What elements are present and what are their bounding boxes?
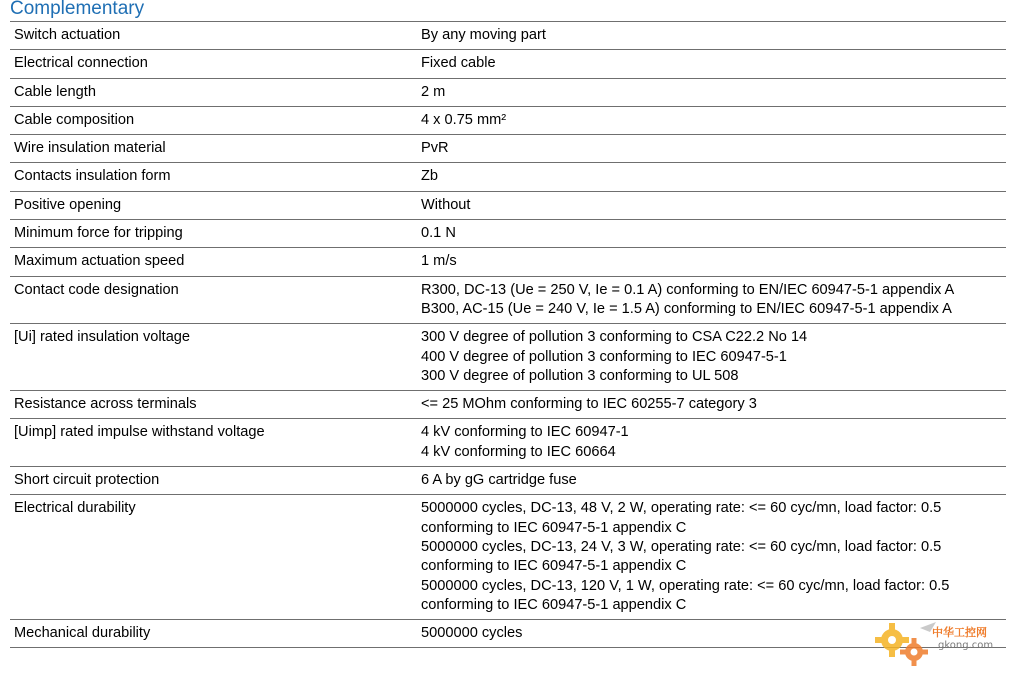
table-row (10, 419, 1006, 467)
gear-logo-icon (870, 618, 940, 670)
spec-value (417, 220, 1006, 248)
spec-label: Cable composition (10, 106, 417, 134)
table-row (10, 191, 1006, 219)
spec-value-line: 300 V degree of pollution 3 conforming to UL 508 (421, 367, 739, 384)
table-row (10, 495, 1006, 620)
spec-value (417, 106, 1006, 134)
spec-value (417, 495, 1006, 620)
table-row (10, 135, 1006, 163)
spec-value (417, 391, 1006, 419)
watermark-text-cn: 中华工控网 (932, 626, 987, 639)
spec-value-line: 1 m/s (421, 253, 457, 270)
spec-value-line: 4 x 0.75 mm² (421, 111, 507, 128)
table-row (10, 620, 1006, 648)
spec-table-body (10, 22, 1006, 648)
spec-value-line: Zb (421, 168, 439, 185)
spec-value-line: 5000000 cycles, DC-13, 48 V, 2 W, operating rate: <= 60 cyc/mn, load factor: 0.5 conforming to IEC 60947-5-1 appendix C (421, 500, 942, 536)
spec-label: [Uimp] rated impulse withstand voltage (10, 419, 417, 467)
spec-value-line: By any moving part (421, 27, 546, 43)
spec-value-line: 300 V degree of pollution 3 conforming to CSA C22.2 No 14 (421, 329, 808, 346)
spec-value (417, 248, 1006, 276)
spec-value (417, 163, 1006, 191)
spec-label: Wire insulation material (10, 135, 417, 163)
table-row (10, 78, 1006, 106)
spec-label: Mechanical durability (10, 620, 417, 648)
table-row (10, 220, 1006, 248)
spec-value (417, 22, 1006, 50)
spec-value-line: Fixed cable (421, 55, 496, 72)
watermark (870, 618, 1010, 670)
spec-value-line: 2 m (421, 83, 446, 100)
spec-label: Positive opening (10, 191, 417, 219)
section-title: Complementary (10, 0, 145, 19)
spec-label: Electrical connection (10, 50, 417, 78)
spec-value-line: 0.1 N (421, 225, 456, 242)
table-row (10, 22, 1006, 50)
table-row (10, 248, 1006, 276)
table-row (10, 391, 1006, 419)
spec-value (417, 324, 1006, 391)
table-row (10, 163, 1006, 191)
spec-label: Electrical durability (10, 495, 417, 620)
spec-value-line: 6 A by gG cartridge fuse (421, 472, 577, 489)
spec-label: Minimum force for tripping (10, 220, 417, 248)
spec-label: Cable length (10, 78, 417, 106)
spec-value-line: 5000000 cycles (421, 625, 523, 642)
spec-value (417, 50, 1006, 78)
watermark-text-en: gkong.com (938, 640, 994, 651)
spec-value (417, 78, 1006, 106)
spec-value-line: 4 kV conforming to IEC 60664 (421, 443, 616, 460)
spec-table (10, 21, 1006, 648)
table-row (10, 276, 1006, 324)
spec-label: Switch actuation (10, 22, 417, 50)
spec-value (417, 135, 1006, 163)
spec-value (417, 191, 1006, 219)
spec-value-line: 4 kV conforming to IEC 60947-1 (421, 424, 629, 441)
spec-label: Maximum actuation speed (10, 248, 417, 276)
spec-value (417, 467, 1006, 495)
spec-value-line: <= 25 MOhm conforming to IEC 60255-7 category 3 (421, 396, 757, 413)
spec-value (417, 276, 1006, 324)
spec-label: [Ui] rated insulation voltage (10, 324, 417, 391)
spec-value-line: R300, DC-13 (Ue = 250 V, Ie = 0.1 A) conforming to EN/IEC 60947-5-1 appendix A (421, 281, 955, 298)
spec-value (417, 419, 1006, 467)
table-row (10, 324, 1006, 391)
spec-value-line: PvR (421, 140, 449, 157)
spec-label: Resistance across terminals (10, 391, 417, 419)
table-row (10, 467, 1006, 495)
spec-value-line: 5000000 cycles, DC-13, 24 V, 3 W, operating rate: <= 60 cyc/mn, load factor: 0.5 conforming to IEC 60947-5-1 appendix C (421, 538, 942, 575)
spec-label: Short circuit protection (10, 467, 417, 495)
spec-value-line: 5000000 cycles, DC-13, 120 V, 1 W, operating rate: <= 60 cyc/mn, load factor: 0.5 conforming to IEC 60947-5-1 appendix C (421, 577, 950, 613)
spec-label: Contact code designation (10, 276, 417, 324)
spec-value-line: Without (421, 196, 471, 213)
spec-value-line: 400 V degree of pollution 3 conforming to IEC 60947-5-1 (421, 348, 787, 365)
spec-value-line: B300, AC-15 (Ue = 240 V, Ie = 1.5 A) conforming to EN/IEC 60947-5-1 appendix A (421, 300, 952, 317)
spec-label: Contacts insulation form (10, 163, 417, 191)
table-row (10, 106, 1006, 134)
table-row (10, 50, 1006, 78)
